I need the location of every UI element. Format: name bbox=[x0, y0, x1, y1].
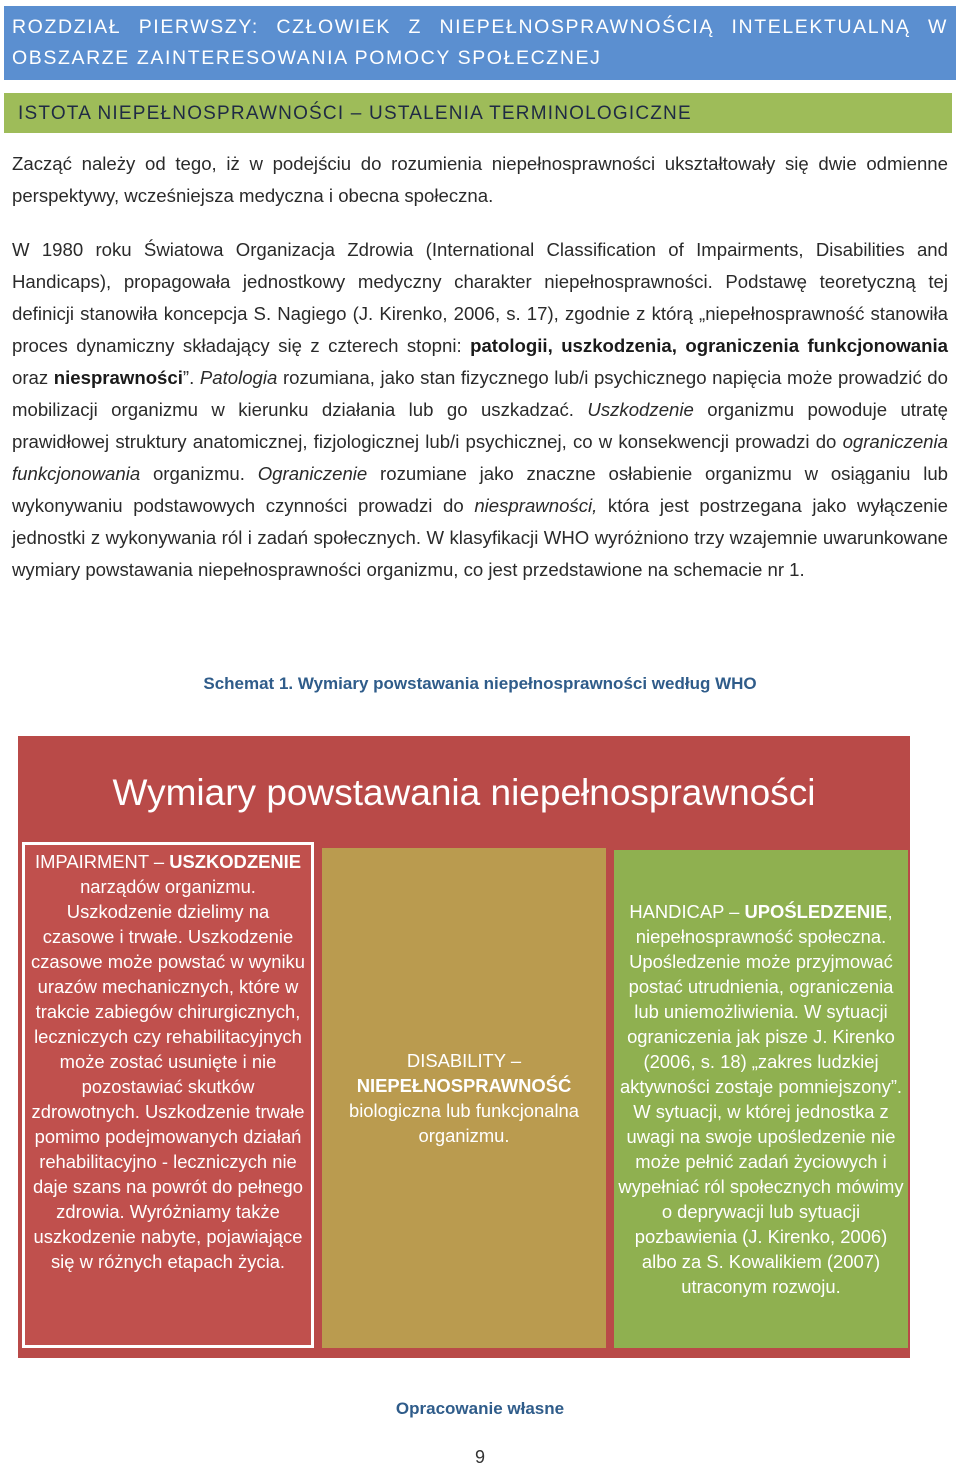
text-segment: rozumiane jako znaczne osłabienie organizmu w osiąganiu lub wykonywaniu podstawowych czynności prowadzi do bbox=[12, 463, 949, 516]
impairment-body: narządów organizmu. Uszkodzenie dzielimy na czasowe i trwałe. Uszkodzenie czasowe może powstać w wyniku urazów mechanicznych, które w trakcie zabiegów chirurgicznych, leczniczych czy rehabilitacyjnych może zostać usunięte i nie pozostawiać skutków zdrowotnych. Uszkodzenie trwałe pomimo podejmowanych działań rehabilitacyjno - leczniczych nie daje szans na powrót do pełnego zdrowia. Wyróżniamy także uszkodzenie nabyte, pojawiające się w różnych etapach życia. bbox=[31, 876, 305, 1272]
disability-head-bold: NIEPEŁNOSPRAWNOŚĆ bbox=[356, 1075, 572, 1096]
italic-term-niesprawnosci: niesprawności, bbox=[474, 495, 598, 516]
text-segment: oraz bbox=[12, 367, 54, 388]
disability-box bbox=[322, 848, 606, 1348]
handicap-box bbox=[614, 850, 908, 1348]
text-segment: organizmu. bbox=[140, 463, 258, 484]
text-segment: ”. bbox=[182, 367, 200, 388]
text-segment: organizmu powoduje utratę prawidłowej struktury anatomicznej, fizjologicznej lub/i psychicznej, co w konsekwencji prowadzi do bbox=[12, 399, 949, 452]
disability-body: biologiczna lub funkcjonalna organizmu. bbox=[348, 1100, 580, 1146]
text-segment: rozumiana, jako stan fizycznego lub/i psychicznego napięcia może prowadzić do mobilizacji organizmu w kierunku działania lub go uszkadzać. bbox=[12, 367, 948, 420]
italic-term-patologia: Patologia bbox=[199, 367, 278, 388]
chapter-header bbox=[4, 6, 956, 80]
paragraph-intro: Zacząć należy od tego, iż w podejściu do rozumienia niepełnosprawności ukształtowały się dwie odmienne perspektywy, wcześniejsza medyczna i obecna społeczna. bbox=[12, 153, 948, 206]
italic-term-uszkodzenie: Uszkodzenie bbox=[587, 399, 694, 420]
disability-text bbox=[330, 1048, 598, 1148]
paragraph-who-definition bbox=[12, 234, 948, 586]
handicap-head: HANDICAP – bbox=[629, 901, 745, 922]
italic-term-ograniczenie: Ograniczenie bbox=[257, 463, 368, 484]
page-number: 9 bbox=[474, 1447, 485, 1467]
text-segment: która jest postrzegana jako wyłączenie jednostki z wykonywania ról i zadań społecznych. W klasyfikacji WHO wyróżniono trzy wzajemnie uwarunkowane wymiary powstawania niepełnosprawności organizmu, co jest przedstawione na schemacie nr 1. bbox=[12, 495, 948, 580]
bold-term-stages: patologii, uszkodzenia, ograniczenia funkcjonowania bbox=[470, 335, 948, 356]
impairment-head: IMPAIRMENT – bbox=[34, 851, 170, 872]
handicap-head-bold: UPOŚLEDZENIE bbox=[744, 901, 888, 922]
handicap-body: niepełnosprawność społeczna. Upośledzenie może przyjmować postać utrudnienia, ograniczenia lub uniemożliwienia. W sytuacji ograniczenia jak pisze J. Kirenko (2006, s. 18) „zakres ludzkiej aktywności zostaje pomniejszony”. W sytuacji, w której jednostka z uwagi na swoje upośledzenie nie może pełnić zadań życiowych i wypełniać ról społecznych mówimy o deprywacji lub sytuacji pozbawienia (J. Kirenko, 2006) albo za S. Kowalikiem (2007) utraconym rozwoju. bbox=[618, 926, 904, 1297]
schema-caption: Schemat 1. Wymiary powstawania niepełnosprawności według WHO bbox=[203, 674, 757, 693]
italic-term-ograniczenia: ograniczenia funkcjonowania bbox=[12, 431, 948, 484]
source-note: Opracowanie własne bbox=[395, 1399, 565, 1418]
text-segment: W 1980 roku Światowa Organizacja Zdrowia (International Classification of Impairments, Disabilities and Handicaps), propagowała jednostkowy medyczny charakter niepełnosprawności. Podstawę teoretyczną tej definicji stanowiła koncepcja S. Nagiego (J. Kirenko, 2006, s. 17), zgodnie z którą „niepełnosprawność stanowiła proces dynamiczny składający się z czterech stopni: bbox=[12, 239, 948, 356]
disability-head: DISABILITY – bbox=[406, 1050, 522, 1071]
chapter-title: ROZDZIAŁ PIERWSZY: CZŁOWIEK Z NIEPEŁNOSPRAWNOŚCIĄ INTELEKTUALNĄ W OBSZARZE ZAINTERESOWANIA POMOCY SPOŁECZNEJ bbox=[12, 16, 948, 69]
bold-term-niesprawnosci: niesprawności bbox=[53, 367, 183, 388]
handicap-head-tail: , bbox=[887, 901, 893, 922]
impairment-box bbox=[22, 842, 314, 1348]
diagram-title: Wymiary powstawania niepełnosprawności bbox=[112, 772, 816, 813]
impairment-head-bold: USZKODZENIE bbox=[169, 851, 301, 872]
impairment-text bbox=[31, 849, 305, 1274]
section-title: ISTOTA NIEPEŁNOSPRAWNOŚCI – USTALENIA TERMINOLOGICZNE bbox=[18, 103, 692, 124]
handicap-text bbox=[618, 899, 904, 1299]
section-header bbox=[4, 93, 952, 133]
